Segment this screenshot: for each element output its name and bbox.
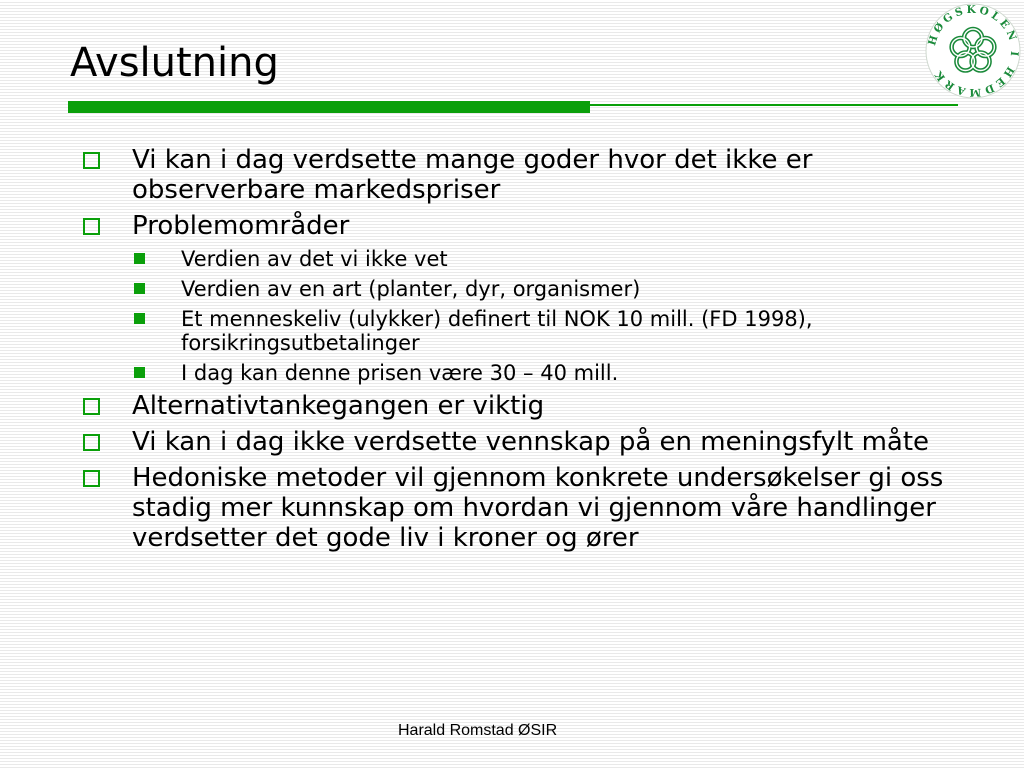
slide-footer: Harald Romstad ØSIR (398, 722, 558, 739)
bullet-item (80, 145, 960, 205)
bullet-item (80, 427, 960, 457)
bullet-item (80, 391, 960, 421)
bullet-text: Vi kan i dag ikke verdsette vennskap på en meningsfylt måte (132, 427, 930, 457)
bullet-text: Vi kan i dag verdsette mange goder hvor det ikke er observerbare markedspriser (132, 145, 813, 205)
sub-bullet-text: Et menneskeliv (ulykker) definert til NOK 10 mill. (FD 1998), forsikringsutbetalinger (181, 307, 813, 355)
hollow-square-bullet-icon (83, 398, 100, 415)
bullet-text: Problemområder (132, 211, 350, 241)
bullet-text: Alternativtankegangen er viktig (132, 391, 545, 421)
svg-text:HØGSKOLEN I HEDMARK: HØGSKOLEN I HEDMARK (926, 3, 1021, 99)
sub-bullet-text: Verdien av en art (planter, dyr, organismer) (181, 277, 641, 301)
sub-bullet-item (80, 307, 960, 355)
bullet-item (80, 211, 960, 241)
filled-square-bullet-icon (134, 367, 145, 378)
sub-bullet-item (80, 247, 960, 271)
hollow-square-bullet-icon (83, 152, 100, 169)
sub-bullet-text: Verdien av det vi ikke vet (181, 247, 448, 271)
bullet-text: Hedoniske metoder vil gjennom konkrete undersøkelser gi oss stadig mer kunnskap om hvordan vi gjennom våre handlinger verdsetter det gode liv i kroner og ører (132, 463, 944, 553)
college-logo (922, 0, 1024, 102)
slide-body (80, 145, 960, 559)
slide-title: Avslutning (70, 40, 279, 86)
filled-square-bullet-icon (134, 283, 145, 294)
hollow-square-bullet-icon (83, 218, 100, 235)
sub-bullet-text: I dag kan denne prisen være 30 – 40 mill. (181, 361, 619, 385)
title-underline-thick (68, 101, 590, 113)
hollow-square-bullet-icon (83, 470, 100, 487)
bullet-item (80, 463, 960, 553)
title-underline-thin (590, 104, 958, 106)
knot-emblem-icon (922, 0, 1024, 102)
hollow-square-bullet-icon (83, 434, 100, 451)
filled-square-bullet-icon (134, 313, 145, 324)
sub-bullet-item (80, 277, 960, 301)
sub-bullet-item (80, 361, 960, 385)
filled-square-bullet-icon (134, 253, 145, 264)
